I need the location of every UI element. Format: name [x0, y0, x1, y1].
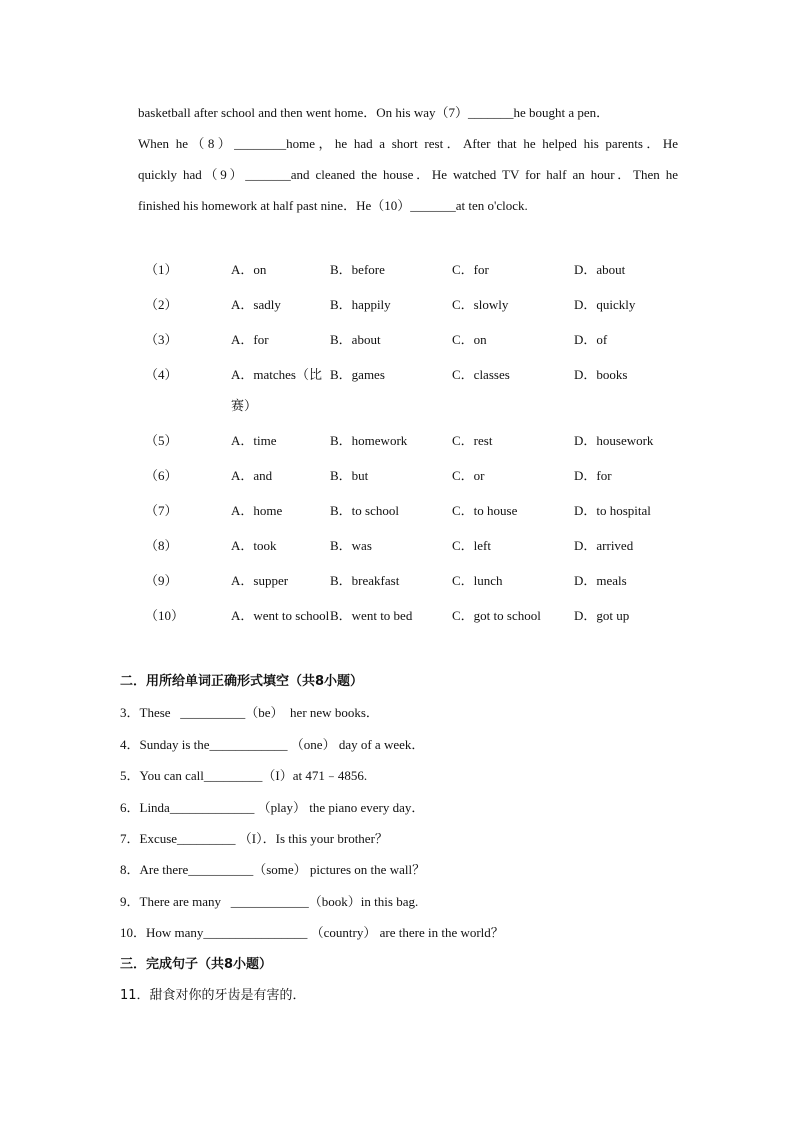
passage-line: quickly had（9）_______and cleaned the house．He watched TV for half an hour．Then he — [138, 167, 678, 182]
option-b: B．but — [330, 468, 369, 483]
option-b: B．before — [330, 262, 385, 277]
option-d: D．got up — [574, 608, 630, 623]
exercise-item: 7．Excuse_________ （I）．Is this your brother？ — [120, 830, 388, 846]
option-b: B．games — [330, 367, 385, 382]
option-b: B．happily — [330, 297, 391, 312]
question-number: （6） — [145, 468, 178, 483]
option-a: A．home — [231, 503, 283, 518]
option-b: B．went to bed — [330, 608, 413, 623]
question-number: （7） — [145, 503, 178, 518]
option-row — [145, 464, 705, 499]
option-row — [145, 569, 705, 604]
option-d: D．about — [574, 262, 626, 277]
section-heading: 二．用所给单词正确形式填空（共8小题） — [120, 674, 364, 689]
passage-line: finished his homework at half past nine．He（10）_______at ten o'clock. — [138, 198, 528, 213]
exercise-item: 8．Are there__________（some） pictures on the wall？ — [120, 862, 426, 878]
option-row — [145, 429, 705, 464]
reading-passage — [138, 101, 678, 225]
option-c: C．to house — [452, 503, 518, 518]
fill-in-section — [120, 670, 720, 1015]
option-b: B．about — [330, 332, 381, 347]
question-number: （3） — [145, 332, 178, 347]
exercise-item: 3．These __________（be） her new books． — [120, 705, 379, 721]
option-a: A．went to school — [231, 608, 330, 623]
option-a: A．took — [231, 538, 277, 553]
option-a: A．and — [231, 468, 273, 483]
option-c: C．got to school — [452, 608, 541, 623]
passage-line: basketball after school and then went home．On his way（7）_______he bought a pen． — [138, 105, 610, 120]
exercise-item: 11．甜食对你的牙齿是有害的． — [120, 987, 306, 1003]
exercise-item: 9．There are many ____________（book）in this bag. — [120, 893, 419, 909]
option-row — [145, 499, 705, 534]
question-number: （1） — [145, 262, 178, 277]
question-number: （4） — [145, 367, 178, 382]
option-row — [145, 328, 705, 363]
option-d: D．for — [574, 468, 612, 483]
option-d: D．housework — [574, 433, 654, 448]
option-d: D．meals — [574, 573, 627, 588]
question-number: （10） — [145, 608, 185, 623]
option-c: C．for — [452, 262, 489, 277]
option-row — [145, 293, 705, 328]
option-row — [145, 258, 705, 293]
option-c: C．or — [452, 468, 485, 483]
question-number: （2） — [145, 297, 178, 312]
option-a: A．on — [231, 262, 267, 277]
option-d: D．to hospital — [574, 503, 651, 518]
passage-line: When he（8）________home，he had a short rest．After that he helped his parents．He — [138, 136, 678, 151]
option-d: D．books — [574, 367, 628, 382]
exercise-item: 4．Sunday is the____________ （one） day of a week． — [120, 736, 425, 752]
option-c: C．left — [452, 538, 491, 553]
option-a: A．time — [231, 433, 277, 448]
option-a: A．for — [231, 332, 269, 347]
exercise-item: 5．You can call_________（I）at 471﹣4856. — [120, 768, 368, 784]
option-row — [145, 534, 705, 569]
exercise-item: 10．How many________________ （country） are there in the world？ — [120, 925, 504, 941]
options-table — [145, 258, 705, 670]
question-number: （5） — [145, 433, 178, 448]
option-b: B．to school — [330, 503, 399, 518]
option-c: C．rest — [452, 433, 493, 448]
option-a: A．supper — [231, 573, 289, 588]
option-row — [145, 604, 705, 670]
option-b: B．was — [330, 538, 372, 553]
option-b: B．homework — [330, 433, 408, 448]
option-c: C．slowly — [452, 297, 509, 312]
option-c: C．lunch — [452, 573, 503, 588]
exercise-item: 6．Linda_____________ （play） the piano every day． — [120, 799, 425, 815]
option-d: D．quickly — [574, 297, 636, 312]
option-d: D．of — [574, 332, 608, 347]
section-heading: 三．完成句子（共8小题） — [120, 956, 273, 972]
option-row — [145, 363, 705, 429]
option-c: C．classes — [452, 367, 510, 382]
option-c: C．on — [452, 332, 487, 347]
question-number: （8） — [145, 538, 178, 553]
option-a: A．matches（比赛） — [231, 367, 322, 413]
option-b: B．breakfast — [330, 573, 400, 588]
option-d: D．arrived — [574, 538, 634, 553]
question-number: （9） — [145, 573, 178, 588]
option-a: A．sadly — [231, 297, 281, 312]
